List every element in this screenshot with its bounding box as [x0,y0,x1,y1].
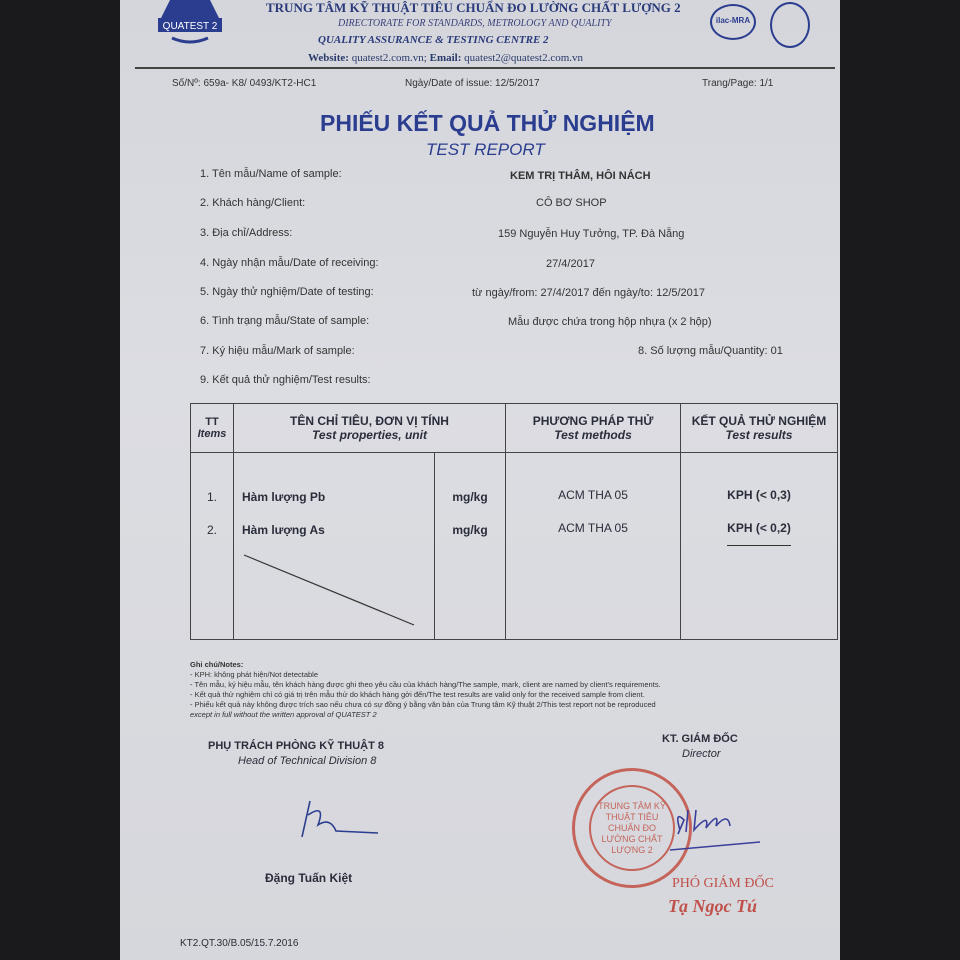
form-code: KT2.QT.30/B.05/15.7.2016 [180,938,299,949]
field-value: từ ngày/from: 27/4/2017 đến ngày/to: 12/5/2017 [472,287,706,299]
col-results: KẾT QUẢ THỬ NGHIỆM Test results [681,404,838,453]
methods-cell: ACM THA 05 ACM THA 05 [506,453,681,640]
quatest-logo [150,0,230,45]
page-number: Trang/Page: 1/1 [702,78,774,89]
results-table [190,403,838,640]
end-line [727,545,791,546]
ilac-logo: ilac-MRA [710,4,756,40]
items-cell: 1. 2. [191,453,234,640]
properties-cell: Hàm lượng Pb Hàm lượng As [234,453,435,640]
left-signer-title: PHỤ TRÁCH PHÒNG KỸ THUẬT 8 [208,740,385,752]
left-signer-title-en: Head of Technical Division 8 [238,755,377,767]
table-body [191,453,838,640]
header-divider [135,67,835,69]
report-title: PHIẾU KẾT QUẢ THỬ NGHIỆM [320,110,655,136]
col-properties: TÊN CHỈ TIÊU, ĐƠN VỊ TÍNH Test properties, unit [234,404,506,453]
right-signer-name: Tạ Ngọc Tú [668,896,757,916]
right-signer-title-en: Director [682,748,721,760]
issue-date: Ngày/Date of issue: 12/5/2017 [405,78,540,89]
report-number: Số/Nº: 659a- K8/ 0493/KT2-HC1 [172,78,317,89]
field-value: 159 Nguyễn Huy Tưởng, TP. Đà Nẵng [498,228,685,240]
report-subtitle: TEST REPORT [426,140,545,159]
org-name: TRUNG TÂM KỸ THUẬT TIÊU CHUẨN ĐO LƯỜNG CHẤT LƯỢNG 2 [266,0,681,15]
accreditation-logo [770,2,810,48]
right-signer-role: PHÓ GIÁM ĐỐC [672,876,774,891]
field-label: 5. Ngày thử nghiệm/Date of testing: [200,286,374,298]
right-signature [660,800,780,860]
left-signer-name: Đặng Tuấn Kiệt [265,871,353,885]
field-value: 27/4/2017 [546,258,595,270]
field-value: Mẫu được chứa trong hộp nhựa (x 2 hộp) [508,316,712,328]
results-cell: KPH (< 0,3) KPH (< 0,2) [681,453,838,640]
field-label: 7. Ký hiệu mẫu/Mark of sample: [200,345,355,357]
col-methods: PHƯƠNG PHÁP THỬ Test methods [506,404,681,453]
left-signature [298,795,388,845]
centre-name: QUALITY ASSURANCE & TESTING CENTRE 2 [318,34,549,46]
quantity: 8. Số lượng mẫu/Quantity: 01 [638,345,783,357]
unit-cell: mg/kg mg/kg [435,453,506,640]
svg-text:QUATEST 2: QUATEST 2 [162,21,218,32]
right-signer-title: KT. GIÁM ĐỐC [662,733,738,745]
field-label: 2. Khách hàng/Client: [200,197,306,209]
field-label: 6. Tình trạng mẫu/State of sample: [200,315,370,327]
col-items: TT Items [191,404,234,453]
directorate: DIRECTORATE FOR STANDARDS, METROLOGY AND QUALITY [338,18,612,29]
field-value: CÔ BƠ SHOP [536,197,607,209]
field-label: 3. Địa chỉ/Address: [200,227,293,239]
field-label: 1. Tên mẫu/Name of sample: [200,168,342,180]
official-stamp: TRUNG TÂM KỸ THUẬT TIÊU CHUẨN ĐO LƯỜNG CHẤT LƯỢNG 2 [572,768,692,888]
test-report-document [120,0,840,960]
strike-line [242,553,422,633]
field-value: KEM TRỊ THÂM, HÔI NÁCH [510,170,651,182]
contact-line: Website: quatest2.com.vn; Email: quatest2@quatest2.com.vn [308,52,584,64]
field-label: 9. Kết quả thử nghiệm/Test results: [200,374,371,386]
field-label: 4. Ngày nhận mẫu/Date of receiving: [200,257,379,269]
table-header-row [191,404,838,453]
notes: Ghi chú/Notes: - KPH: không phát hiện/Not detectable - Tên mẫu, ký hiệu mẫu, tên khách hàng được ghi theo yêu cầu của khách hàng/The sample, mark, client are named by client's requirements. - Kết quả thử nghiệm chỉ có giá trị trên mẫu thử do khách hàng gởi đến/The test results are valid only for the received sample from client. - Phiếu kết quả này không được trích sao nếu chưa có sự đồng ý bằng văn bản của Trung tâm Kỹ thuật 2/This test report not be reproduced except in full without the written approval of QUATEST 2 [190,660,661,719]
